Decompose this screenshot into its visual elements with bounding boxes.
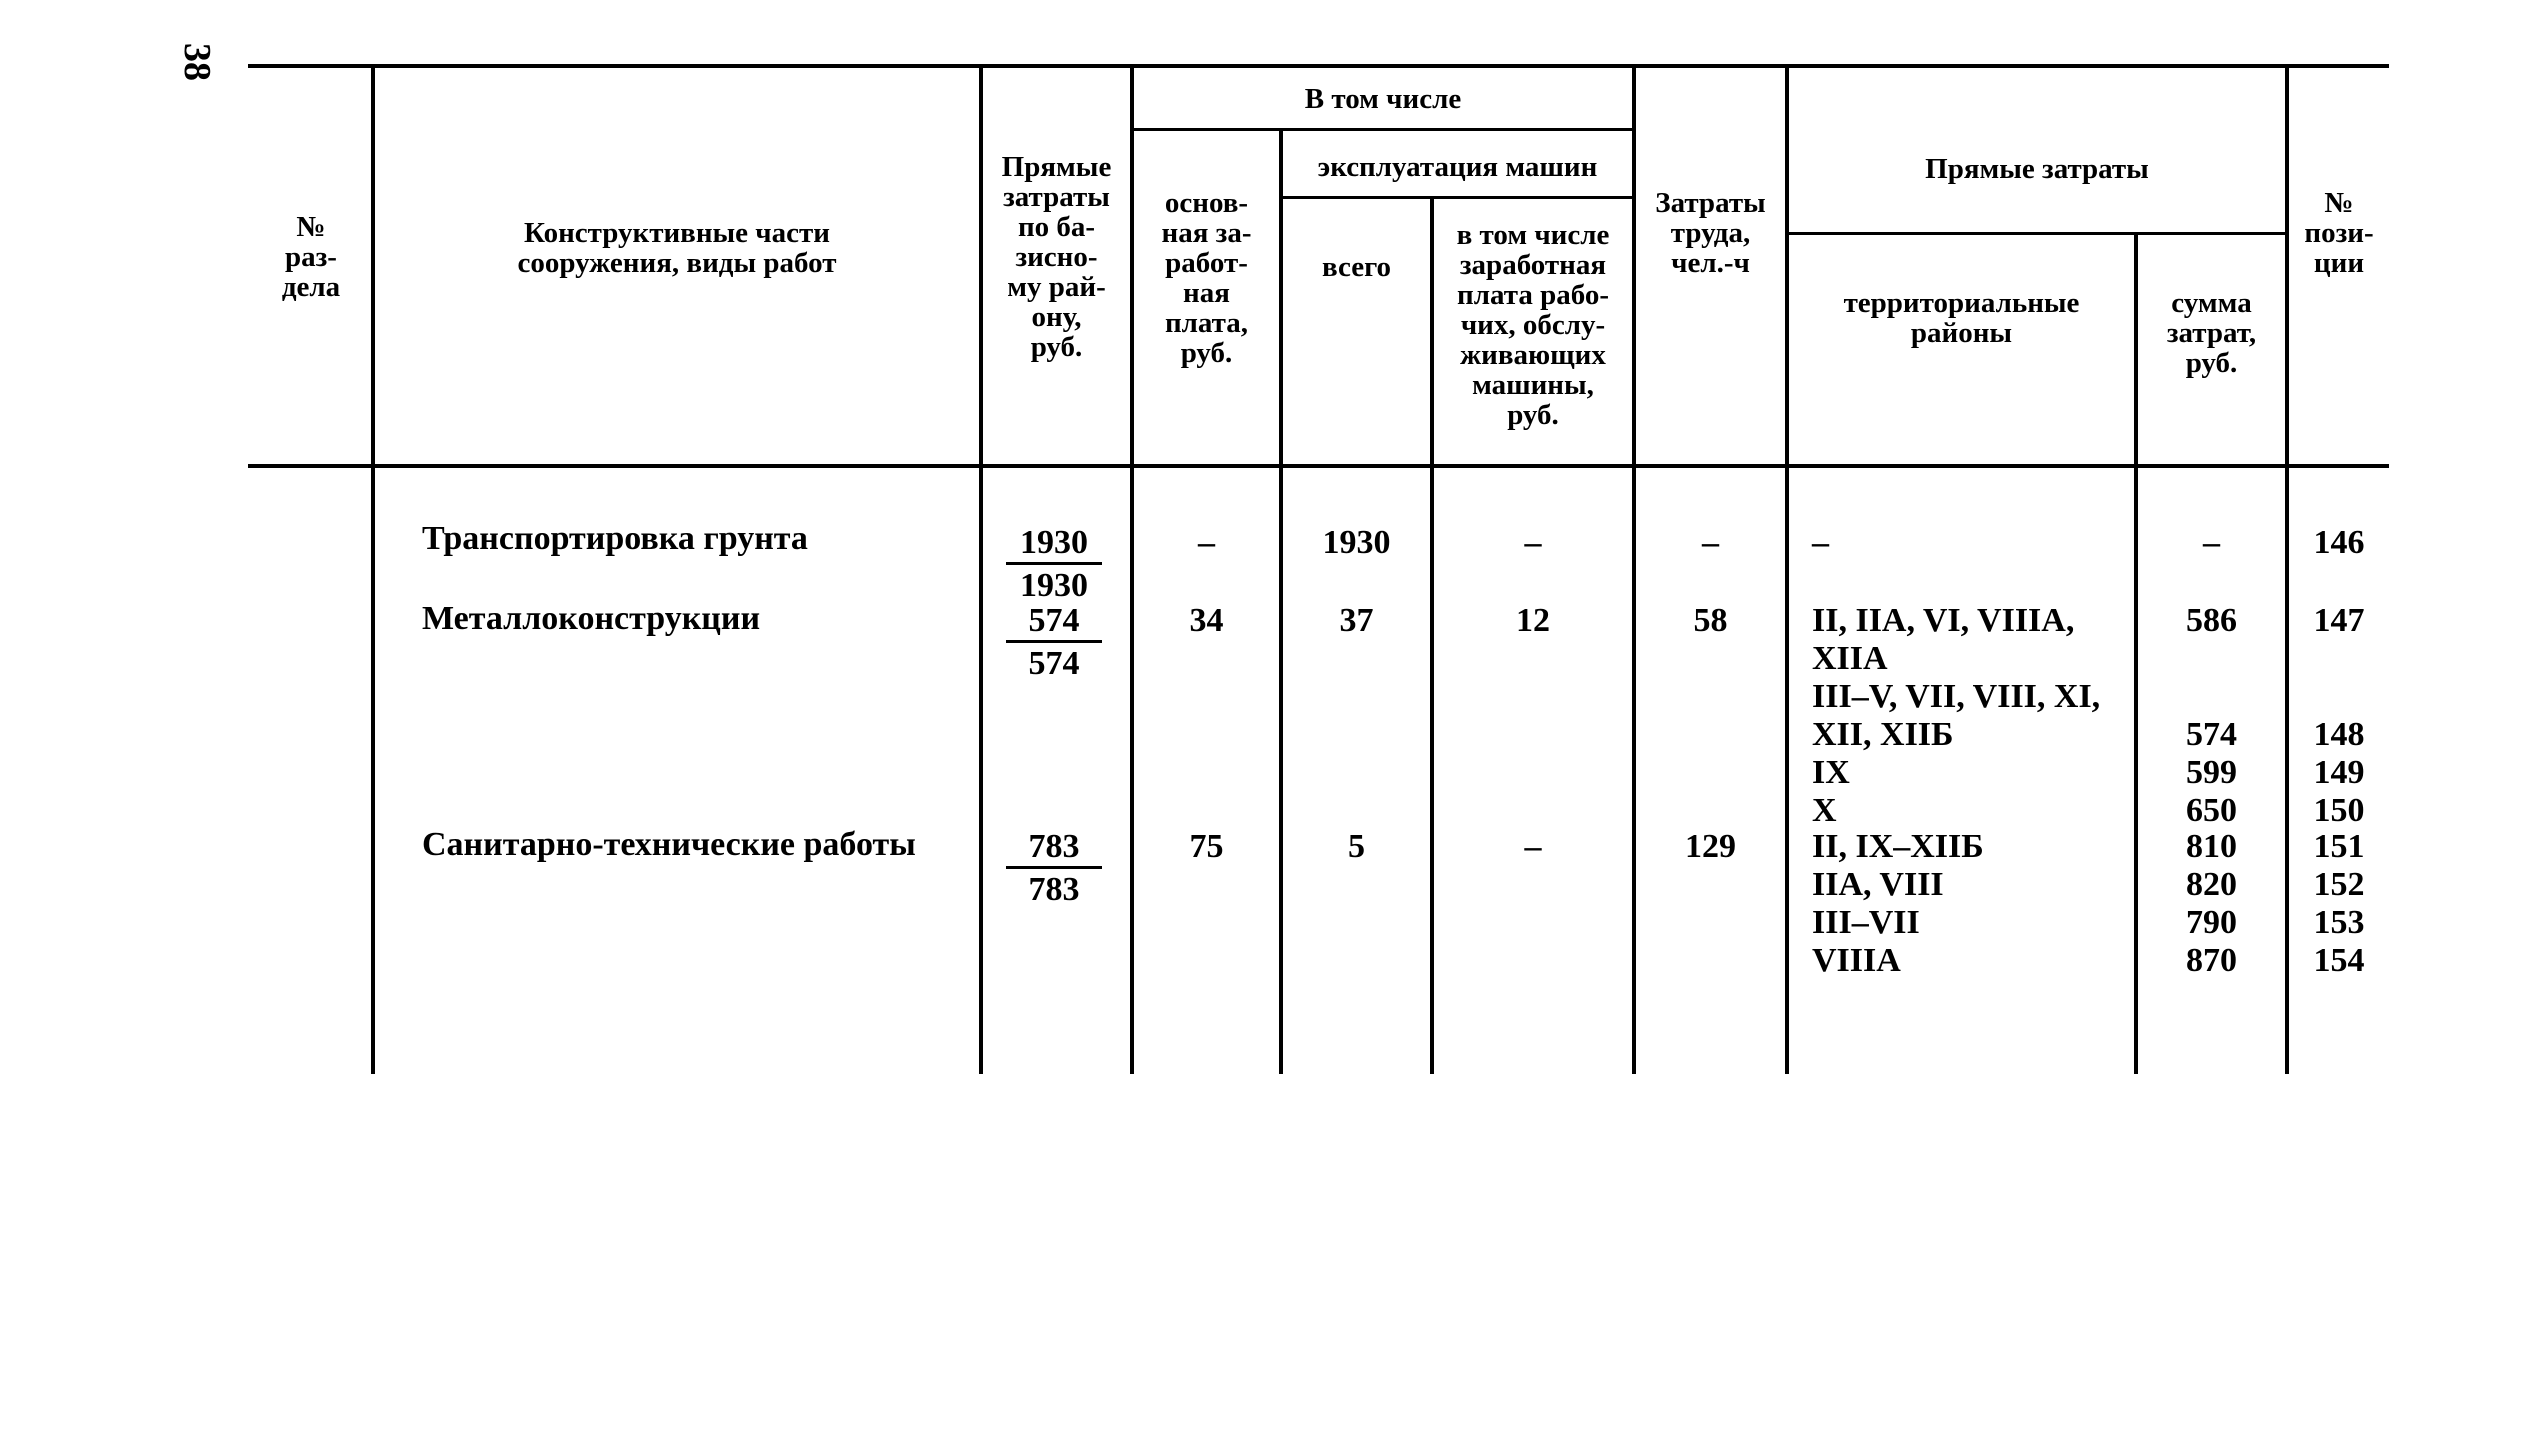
region-sum: 810 [2186, 828, 2237, 865]
machine-rule [1282, 196, 1635, 199]
row-machine-total: 5 [1348, 828, 1365, 865]
fraction-numerator: 574 [1028, 602, 1080, 639]
col-divider-7 [1785, 64, 1789, 1074]
position-number: 153 [2313, 904, 2365, 941]
row-direct-fraction [1006, 524, 1102, 604]
col-divider-1 [371, 64, 375, 1074]
row-labor: – [1702, 524, 1719, 561]
header-section-no: № раз- дела [281, 211, 341, 303]
including-rule [1133, 128, 1635, 131]
region-name: II, IIA, VI, VIIIA, [1812, 602, 2075, 639]
direct-costs-rule [1788, 232, 2288, 235]
region-name: III–VII [1812, 904, 1920, 941]
row-direct-fraction [1006, 828, 1102, 908]
fraction-denominator: 574 [1028, 645, 1080, 682]
region-sum: 870 [2186, 942, 2237, 979]
position-number: 154 [2313, 942, 2365, 979]
row-name: Транспортировка грунта [422, 520, 808, 557]
row-name: Металлоконструкции [422, 600, 761, 637]
header-labor: Затраты труда, чел.-ч [1655, 187, 1766, 279]
row-base-wage: 75 [1189, 828, 1224, 865]
region-name: – [1812, 524, 1829, 561]
row-direct-fraction [1006, 602, 1102, 682]
region-sum: 574 [2186, 716, 2237, 753]
position-number: 150 [2313, 792, 2365, 829]
region-name: XIIA [1812, 640, 1888, 677]
header-bottom-rule [248, 464, 2389, 468]
region-name: IIA, VIII [1812, 866, 1944, 903]
row-incl-wage: – [1524, 524, 1542, 561]
header-regions: территориальные районы [1843, 287, 2080, 349]
fraction-bar [1006, 866, 1102, 869]
fraction-bar [1006, 640, 1102, 643]
fraction-denominator: 783 [1028, 871, 1080, 908]
table-top-rule [248, 64, 2389, 68]
header-sum: сумма затрат, руб. [2166, 287, 2257, 379]
row-name: Санитарно-технические работы [422, 826, 916, 863]
fraction-bar [1006, 562, 1102, 565]
row-base-wage: 34 [1189, 602, 1224, 639]
region-name: X [1812, 792, 1837, 829]
region-name: IX [1812, 754, 1850, 791]
position-number: 152 [2313, 866, 2365, 903]
fraction-denominator: 1930 [1020, 567, 1088, 604]
row-base-wage: – [1198, 524, 1215, 561]
header-machine-operation: эксплуатация машин [1317, 151, 1598, 183]
region-name: II, IX–XIIБ [1812, 828, 1984, 865]
row-incl-wage: – [1524, 828, 1542, 865]
row-labor: 129 [1685, 828, 1736, 865]
header-including: В том числе [1304, 83, 1462, 115]
row-labor: 58 [1693, 602, 1728, 639]
region-sum: 650 [2186, 792, 2237, 829]
fraction-numerator: 783 [1028, 828, 1080, 865]
header-incl-wage: в том числе заработная плата рабо- чих, обслу- живающих машины, руб. [1456, 219, 1610, 431]
region-sum: – [2203, 524, 2220, 561]
header-work-parts: Конструктивные части сооружения, виды работ [517, 217, 837, 279]
header-direct-costs: Прямые затраты [1925, 153, 2149, 185]
header-total: всего [1321, 251, 1392, 283]
region-sum: 599 [2186, 754, 2237, 791]
position-number: 148 [2313, 716, 2365, 753]
region-sum: 790 [2186, 904, 2237, 941]
header-direct-base: Прямые затраты по ба- зисно- му рай- ону, руб. [1001, 151, 1112, 363]
region-sum: 820 [2186, 866, 2237, 903]
row-machine-total: 1930 [1322, 524, 1391, 561]
position-number: 151 [2313, 828, 2365, 865]
page-number: 38 [176, 43, 218, 81]
position-number: 146 [2313, 524, 2365, 561]
position-number: 149 [2313, 754, 2365, 791]
position-number: 147 [2313, 602, 2365, 639]
region-name: III–V, VII, VIII, XI, [1812, 678, 2101, 715]
fraction-numerator: 1930 [1020, 524, 1088, 561]
region-sum: 586 [2186, 602, 2237, 639]
region-name: VIIIA [1812, 942, 1901, 979]
region-name: XII, XIIБ [1812, 716, 1954, 753]
row-incl-wage: 12 [1516, 602, 1550, 639]
header-base-wage: основ- ная за- работ- ная плата, руб. [1161, 187, 1252, 369]
header-position-no: № пози- ции [2304, 187, 2374, 279]
row-machine-total: 37 [1339, 602, 1374, 639]
